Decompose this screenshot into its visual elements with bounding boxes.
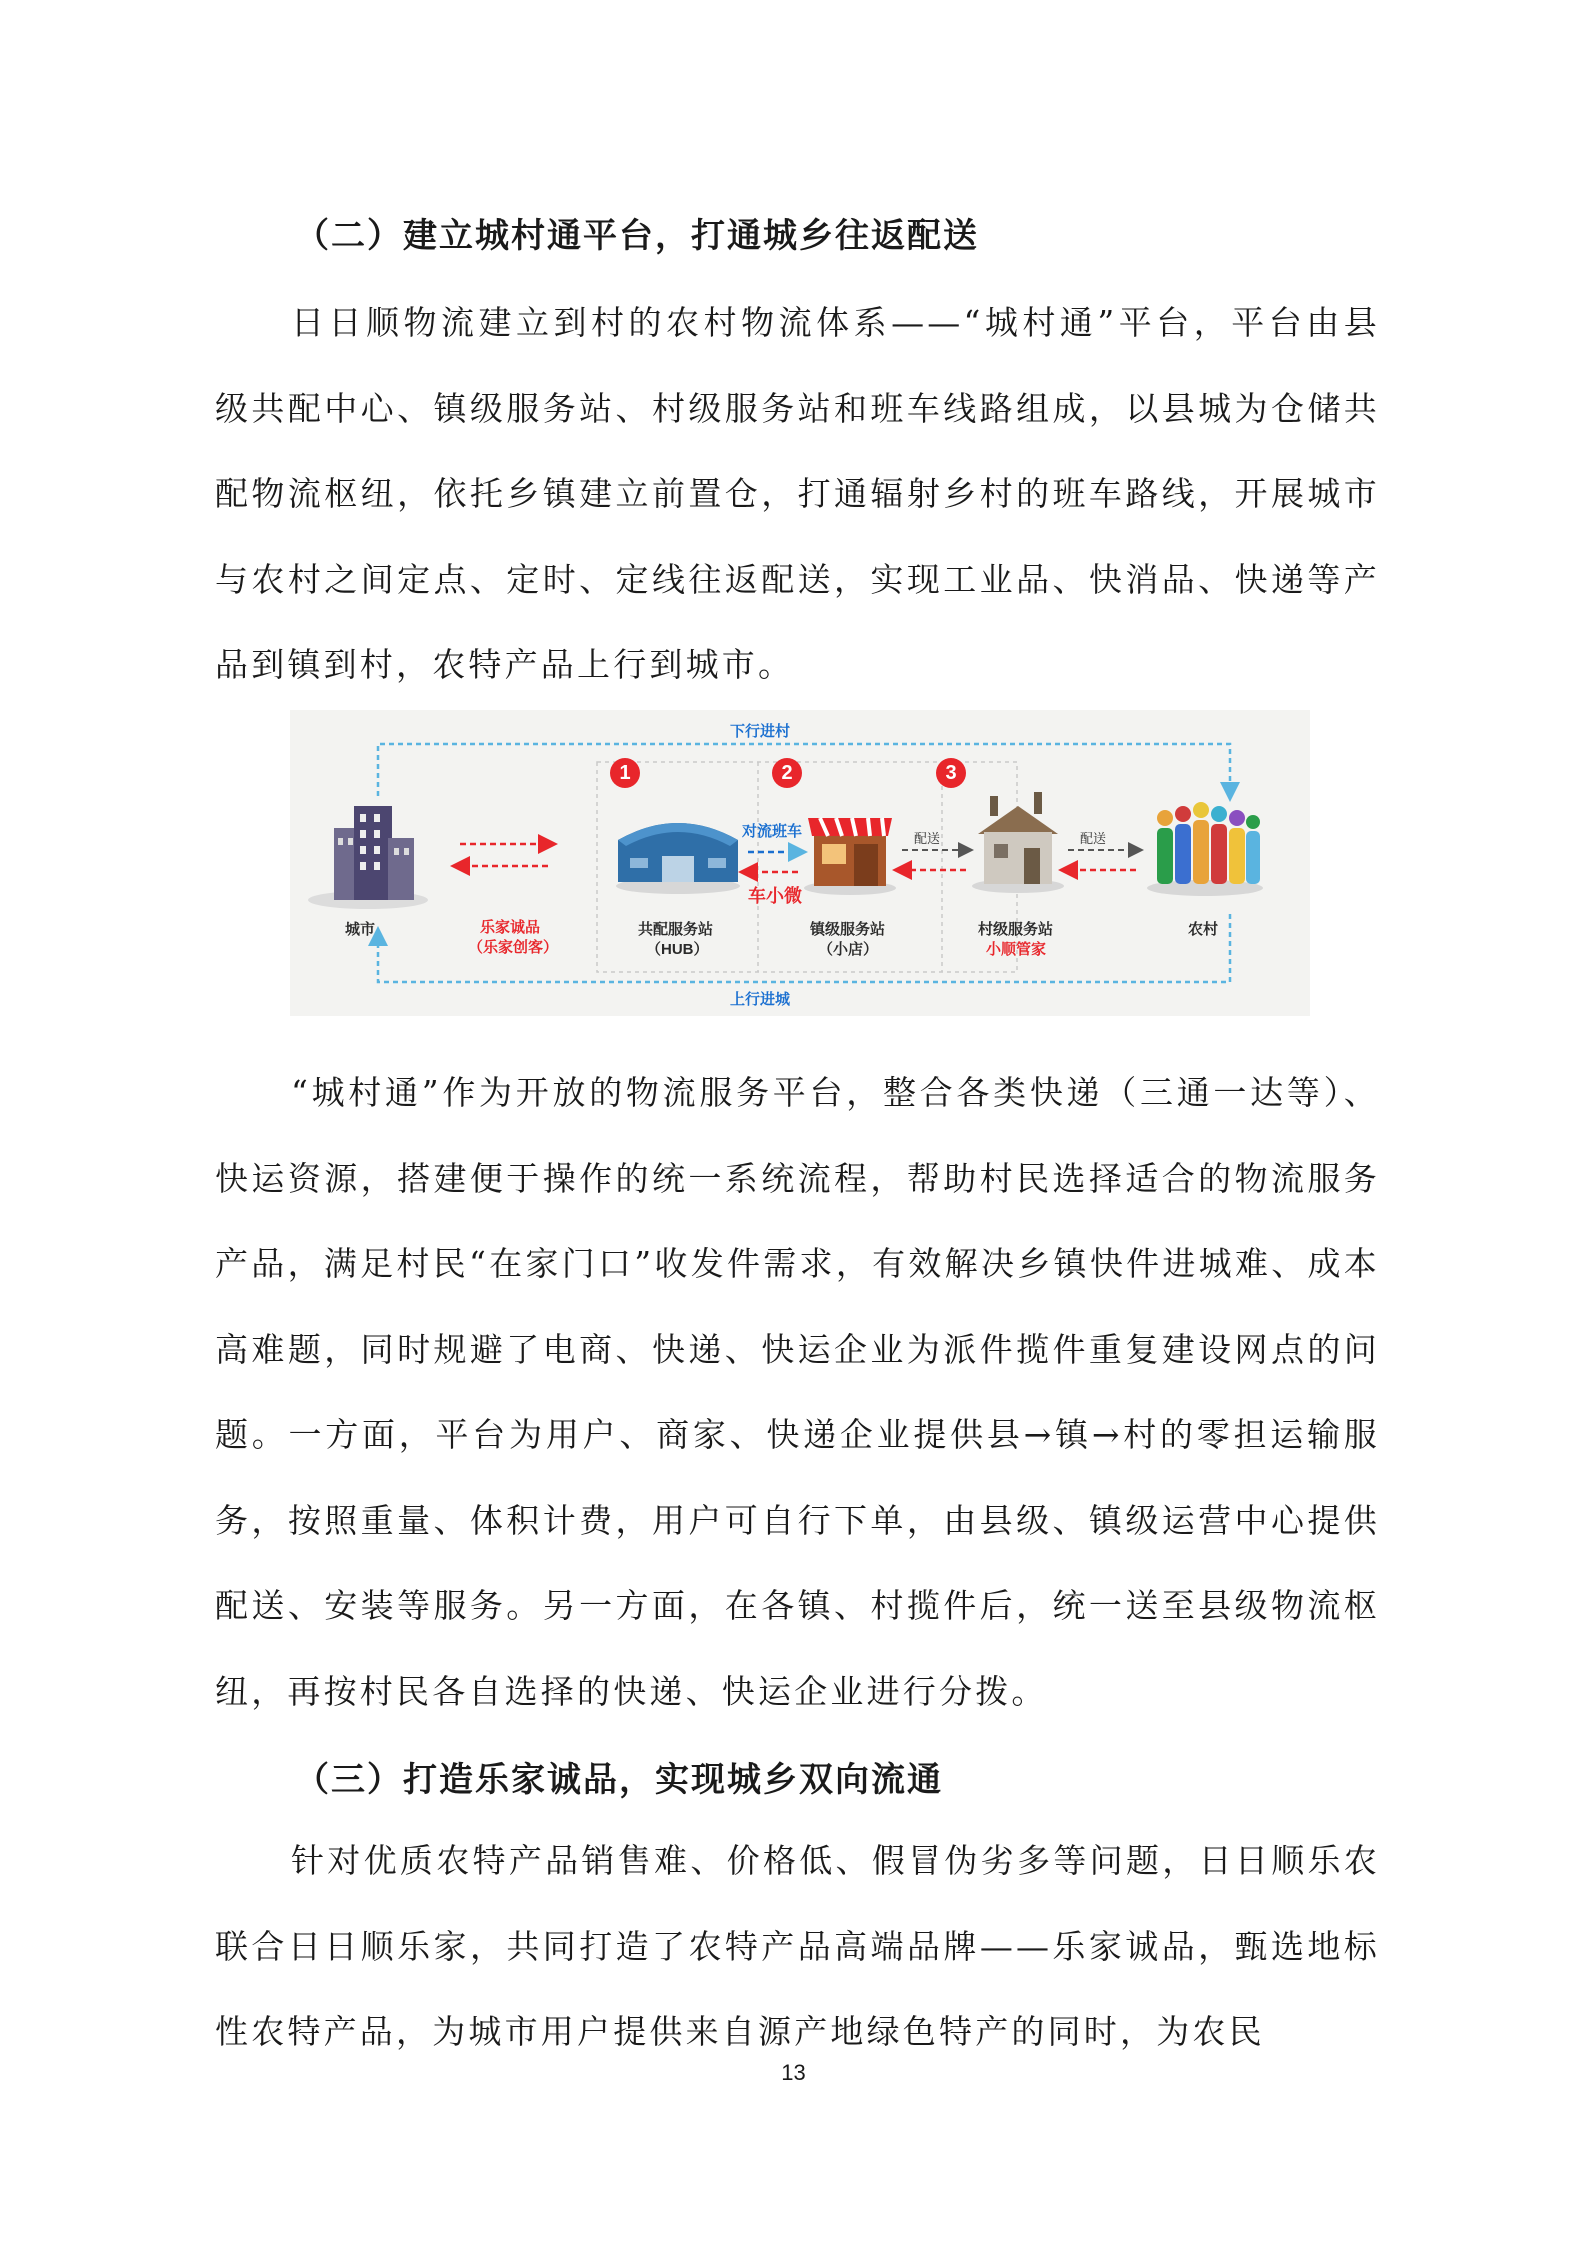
step-number-1: 1 [610,758,640,788]
bottom-route-label: 上行进城 [730,991,791,1008]
page-number: 13 [781,2060,806,2085]
hub-label: 共配服务站 [638,921,714,938]
delivery-label-1: 配送 [914,831,941,846]
lejia-label: 乐家诚品 [480,919,541,936]
section-heading-2: （二）建立城村通平台，打通城乡往返配送 [295,216,979,256]
rural-people-icon [1147,802,1263,896]
shuttle-bus-label: 对流班车 [742,823,803,840]
step-number-3: 3 [936,758,966,788]
paragraph-text: 日日顺物流建立到村的农村物流体系——“城村通”平台，平台由县级共配中心、镇级服务站、村级服务站和班车线路组成，以县城为仓储共配物流枢纽，依托乡镇建立前置仓，打通辐射乡村的班车路线，开展城市与农村之间定点、定时、定线往返配送，实现工业品、快消品、快递等产品到镇到村，农特产品上行到城市。 [215,303,1380,684]
paragraph-platform-intro [215,280,1380,710]
delivery-label-2: 配送 [1080,831,1107,846]
downward-route-line [378,744,1230,796]
lejia-sub-label: （乐家创客） [468,939,559,956]
paragraph-lejia-brand [215,1818,1380,2078]
section-heading-3: （三）打造乐家诚品，实现城乡双向流通 [295,1760,943,1800]
village-house-icon [972,792,1064,893]
city-label: 城市 [345,921,376,938]
town-station-label: 镇级服务站 [810,921,886,938]
paragraph-text: “城村通”作为开放的物流服务平台，整合各类快递（三通一达等）、快运资源，搭建便于操作的统一系统流程，帮助村民选择适合的物流服务产品，满足村民“在家门口”收发件需求，有效解决乡镇快件进城难、成本高难题，同时规避了电商、快递、快运企业为派件揽件重复建设网点的问题。一方面，平台为用户、商家、快递企业提供县→镇→村的零担运输服务，按照重量、体积计费，用户可自行下单，由县级、镇级运营中心提供配送、安装等服务。另一方面，在各镇、村揽件后，统一送至县级物流枢纽，再按村民各自选择的快递、快运企业进行分拨。 [215,1073,1380,1711]
city-building-icon [308,806,428,909]
logistics-flow-diagram [290,710,1310,1016]
hub-sub-label: （HUB） [646,941,709,958]
town-station-sub-label: （小店） [818,941,879,958]
small-truck-label: 车小微 [748,886,802,906]
paragraph-platform-detail [215,1050,1380,1770]
village-station-sub-label: 小顺管家 [986,941,1047,958]
top-route-label: 下行进村 [730,723,791,740]
hub-warehouse-icon [616,823,740,894]
village-station-label: 村级服务站 [978,921,1054,938]
rural-label: 农村 [1188,921,1219,938]
step-number-2: 2 [772,758,802,788]
town-shop-icon [804,818,896,895]
paragraph-text: 针对优质农特产品销售难、价格低、假冒伪劣多等问题，日日顺乐农联合日日顺乐家，共同打造了农特产品高端品牌——乐家诚品，甄选地标性农特产品，为城市用户提供来自源产地绿色特产的同时，为农民 [215,1841,1380,2051]
diagram-graphics [290,710,1310,1016]
